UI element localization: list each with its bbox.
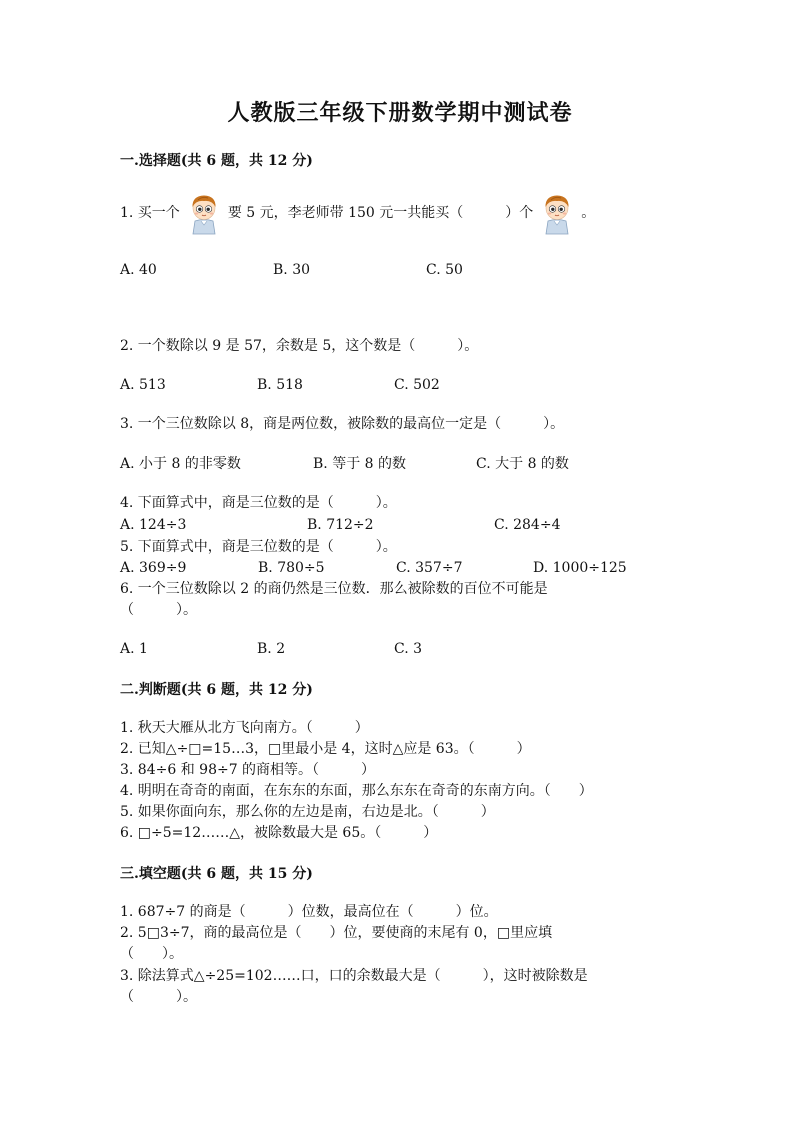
q1-option-a: A. 40: [120, 262, 157, 278]
judgment-item-3: 3. 84÷6 和 98÷7 的商相等。（ ）: [120, 762, 376, 778]
q5-option-b: B. 780÷5: [258, 560, 325, 576]
q3-option-a: A. 小于 8 的非零数: [120, 456, 241, 472]
q5-option-d: D. 1000÷125: [533, 560, 627, 576]
boy-figure-icon: [184, 191, 224, 235]
q1-option-c: C. 50: [426, 262, 463, 278]
section-heading-choice: 一.选择题(共 6 题，共 12 分): [120, 153, 313, 169]
q4-option-c: C. 284÷4: [494, 517, 561, 533]
judgment-item-4: 4. 明明在奇奇的南面，在东东的东面，那么东东在奇奇的东南方向。（ ）: [120, 783, 593, 799]
q5-option-a: A. 369÷9: [120, 560, 187, 576]
question-6: 6. 一个三位数除以 2 的商仍然是三位数．那么被除数的百位不可能是: [120, 581, 548, 597]
q2-option-a: A. 513: [120, 377, 166, 393]
q6-option-b: B. 2: [257, 641, 286, 657]
section-heading-fill-blank: 三.填空题(共 6 题，共 15 分): [120, 866, 313, 882]
question-6-continued: （ ）。: [120, 602, 197, 618]
fill-item-1: 1. 687÷7 的商是（ ）位数，最高位在（ ）位。: [120, 904, 498, 920]
section-heading-judgment: 二.判断题(共 6 题，共 12 分): [120, 682, 313, 698]
question-1-text-a: 1. 买一个: [120, 205, 180, 221]
page-title: 人教版三年级下册数学期中测试卷: [227, 100, 573, 126]
question-1: [120, 191, 595, 235]
fill-item-2-continued: （ ）。: [120, 946, 183, 962]
q6-option-c: C. 3: [394, 641, 423, 657]
q3-option-b: B. 等于 8 的数: [313, 456, 406, 472]
question-4: 4. 下面算式中，商是三位数的是（ ）。: [120, 495, 397, 511]
q5-option-c: C. 357÷7: [396, 560, 463, 576]
q4-option-a: A. 124÷3: [120, 517, 187, 533]
fill-item-2: 2. 5□3÷7，商的最高位是（ ）位，要使商的末尾有 0，□里应填: [120, 925, 553, 941]
question-3: 3. 一个三位数除以 8，商是两位数，被除数的最高位一定是（ ）。: [120, 416, 565, 432]
fill-item-3: 3. 除法算式△÷25=102……口，口的余数最大是（ ），这时被除数是: [120, 968, 588, 984]
q2-option-c: C. 502: [394, 377, 440, 393]
question-1-text-c: 。: [581, 205, 596, 221]
q1-option-b: B. 30: [273, 262, 311, 278]
q2-option-b: B. 518: [257, 377, 303, 393]
q3-option-c: C. 大于 8 的数: [476, 456, 569, 472]
judgment-item-6: 6. □÷5=12……△，被除数最大是 65。（ ）: [120, 825, 438, 841]
question-2: 2. 一个数除以 9 是 57，余数是 5，这个数是（ ）。: [120, 338, 479, 354]
judgment-item-1: 1. 秋天大雁从北方飞向南方。（ ）: [120, 720, 369, 736]
judgment-item-5: 5. 如果你面向东，那么你的左边是南，右边是北。（ ）: [120, 804, 495, 820]
q4-option-b: B. 712÷2: [307, 517, 374, 533]
boy-figure-icon: [537, 191, 577, 235]
judgment-item-2: 2. 已知△÷□=15…3，□里最小是 4，这时△应是 63。（ ）: [120, 741, 531, 757]
question-5: 5. 下面算式中，商是三位数的是（ ）。: [120, 539, 397, 555]
fill-item-3-continued: （ ）。: [120, 989, 197, 1005]
question-1-text-b: 要 5 元，李老师带 150 元一共能买（ ）个: [227, 205, 534, 221]
q6-option-a: A. 1: [120, 641, 148, 657]
